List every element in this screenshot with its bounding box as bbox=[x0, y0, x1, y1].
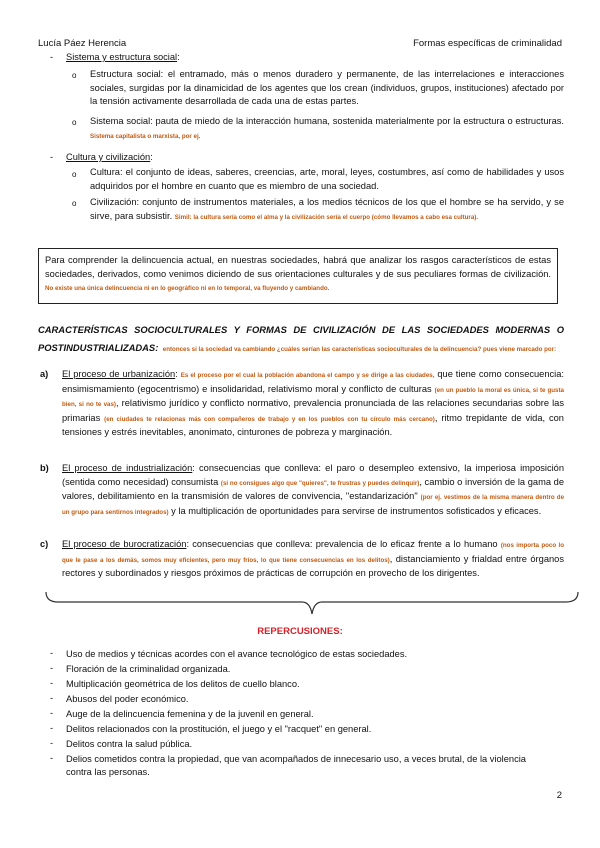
dash-marker: - bbox=[50, 753, 54, 764]
section-title: CARACTERÍSTICAS SOCIOCULTURALES Y FORMAS DE CIVILIZACIÓN DE LAS SOCIEDADES MODERNAS O POSTINDUSTRIALIZADAS bbox=[38, 324, 564, 353]
bullet-o-icon: o bbox=[72, 199, 77, 208]
repercusion-item: Abusos del poder económico. bbox=[66, 694, 189, 704]
industrializacion-note-1: (si no consigues algo que "quieres", te frustras y puedes delinquir) bbox=[220, 479, 420, 487]
urbanizacion-text-2: , relativismo jurídico y conflicto normativo, prevalencia pronunciada de las relaciones secundarias sobre las primarias bbox=[62, 398, 564, 423]
bullet-o-icon: o bbox=[72, 118, 77, 127]
subheading-sistema-title: Sistema y estructura social bbox=[66, 52, 178, 62]
summary-text bbox=[45, 254, 551, 296]
repercusion-item: Floración de la criminalidad organizada. bbox=[66, 664, 231, 674]
dash-marker: - bbox=[50, 648, 54, 659]
bullet-o-icon: o bbox=[72, 170, 77, 179]
industrializacion-block bbox=[62, 462, 564, 519]
dash-marker: - bbox=[50, 678, 54, 689]
burocratizacion-note-1: (nos importa poco lo que le pase a los demás, somos muy eficientes, pero muy fríos, lo que tiene consecuencias en los delitos) bbox=[62, 542, 565, 564]
urbanizacion-block bbox=[62, 368, 564, 440]
repercusion-item: Delios cometidos contra la propiedad, que van acompañados de innecesario uso, a veces brutal, de la violencia contra las personas. bbox=[66, 754, 526, 777]
dash-marker: - bbox=[50, 663, 54, 674]
industrializacion-note-2: (por ej. vestimos de la misma manera dentro de un grupo para sentirnos integrados) bbox=[62, 494, 565, 516]
repercusion-item: Delitos contra la salud pública. bbox=[66, 739, 193, 749]
curly-brace-icon bbox=[44, 590, 580, 618]
colon: : bbox=[155, 342, 159, 353]
dash-marker: - bbox=[50, 152, 54, 163]
dash-marker: - bbox=[50, 738, 54, 749]
item-marker-c: c) bbox=[40, 539, 49, 549]
urbanizacion-title: El proceso de urbanización bbox=[62, 369, 176, 379]
colon: : bbox=[175, 369, 178, 379]
bullet-o-icon: o bbox=[72, 71, 77, 80]
urbanizacion-note-1: Es el proceso por el cual la población abandona el campo y se dirige a las ciudades, bbox=[180, 372, 435, 379]
dash-marker: - bbox=[50, 693, 54, 704]
summary-note: No existe una única delincuencia ni en lo geográfico ni en lo temporal, va fluyendo y cambiando. bbox=[45, 285, 330, 293]
header-author: Lucía Páez Herencia bbox=[38, 38, 127, 49]
burocratizacion-text-1: : consecuencias que conlleva: prevalencia de lo eficaz frente a lo humano bbox=[186, 539, 498, 549]
summary-main: Para comprender la delincuencia actual, en nuestras sociedades, habrá que analizar los rasgos característicos de estas sociedades, derivados, como venimos diciendo de sus orientaciones culturales y de sus peculiares formas de civilización. bbox=[45, 255, 551, 279]
subheading-cultura bbox=[66, 151, 153, 165]
subheading-cultura-title: Cultura y civilización bbox=[66, 152, 151, 162]
dash-marker: - bbox=[50, 723, 54, 734]
colon: : bbox=[177, 52, 180, 62]
civilizacion-def: Civilización: conjunto de instrumentos materiales, a los medios técnicos de los que el hombre se ha servido, y se sirve, para subsistir. bbox=[90, 197, 564, 221]
industrializacion-text-2: , cambio o inversión de la gama de valores, debilitamiento en la transmisión de valores de convivencia, "estandarización" bbox=[62, 476, 564, 502]
summary-box bbox=[38, 248, 558, 304]
urbanizacion-text-1: que tiene como consecuencia: ensimismamiento (egocentrismo) e insolidaridad, relativismo moral y conflicto de culturas bbox=[62, 369, 564, 394]
urbanizacion-text-3: , ritmo trepidante de vida, con tensiones y estrés inevitables, anonimato, cinturones de pobreza y marginación. bbox=[62, 412, 564, 438]
civilizacion-text bbox=[90, 196, 564, 224]
industrializacion-text-1: : consecuencias que conlleva: el paro o desempleo extensivo, la imperiosa imposición (sentida como necesidad) consumista bbox=[62, 463, 565, 487]
sistema-social-def: Sistema social: pauta de miedo de la interacción humana, sostenida materialmente por la estructura o estructuras. bbox=[90, 116, 564, 126]
dash-marker: - bbox=[50, 52, 54, 63]
repercusion-item: Delitos relacionados con la prostitución, el juego y el "racquet" en general. bbox=[66, 724, 372, 734]
cultura-text: Cultura: el conjunto de ideas, saberes, creencias, arte, moral, leyes, costumbres, así como de habilidades y usos adquiridos por el hombre en cuanto que es miembro de una sociedad. bbox=[90, 167, 564, 191]
urbanizacion-note-3: (en ciudades te relacionas más con compañeros de trabajo y en los pueblos con tu círculo más cercano) bbox=[104, 415, 435, 423]
subheading-sistema bbox=[66, 51, 180, 65]
repercusion-item: Auge de la delincuencia femenina y de la juvenil en general. bbox=[66, 709, 314, 719]
industrializacion-title: El proceso de industrialización bbox=[62, 463, 193, 473]
dash-marker: - bbox=[50, 708, 54, 719]
burocratizacion-block bbox=[62, 538, 564, 581]
repercusion-item: Multiplicación geométrica de los delitos de cuello blanco. bbox=[66, 679, 300, 689]
estructura-social-text: Estructura social: el entramado, más o menos duradero y permanente, de las interrelaciones e interacciones sociales, surgidas por la dinamicidad de los agentes que los crean (individuos, grupos, instituciones) afectado por la tensión activamente desarrollada de cada una de estas partes. bbox=[90, 69, 564, 107]
burocratizacion-title: El proceso de burocratización bbox=[62, 539, 187, 549]
repercusiones-title: REPERCUSIONES: bbox=[257, 626, 343, 637]
header-title: Formas específicas de criminalidad bbox=[413, 38, 562, 49]
section-title-block bbox=[38, 320, 564, 356]
repercusion-item: Uso de medios y técnicas acordes con el avance tecnológico de estas sociedades. bbox=[66, 649, 408, 659]
colon: : bbox=[150, 152, 153, 162]
item-marker-a: a) bbox=[40, 369, 49, 379]
section-title-note: entonces si la sociedad va cambiando ¿cuáles serían las características socioculturales de la delincuencia? pues viene marcado por: bbox=[162, 346, 557, 353]
industrializacion-text-3: y la multiplicación de oportunidades para servirse de instrumentos sofisticados y eficaces. bbox=[171, 505, 542, 516]
sistema-social-note: Sistema capitalista o marxista, por ej. bbox=[90, 132, 201, 140]
sistema-social-text bbox=[90, 115, 564, 143]
burocratizacion-text-2: , distanciamiento y frialdad entre órganos rectores y subordinados y riesgos próximos de prácticas de corrupción en provecho de los dirigentes. bbox=[62, 553, 564, 579]
urbanizacion-note-2: (en un pueblo la moral es única, si te gusta bien, si no te vas) bbox=[62, 386, 565, 409]
page-number: 2 bbox=[556, 790, 562, 801]
item-marker-b: b) bbox=[40, 463, 49, 473]
civilizacion-note: Simil: la cultura sería como el alma y la civilización sería el cuerpo (cómo llevamos a cabo esa cultura). bbox=[174, 213, 479, 221]
